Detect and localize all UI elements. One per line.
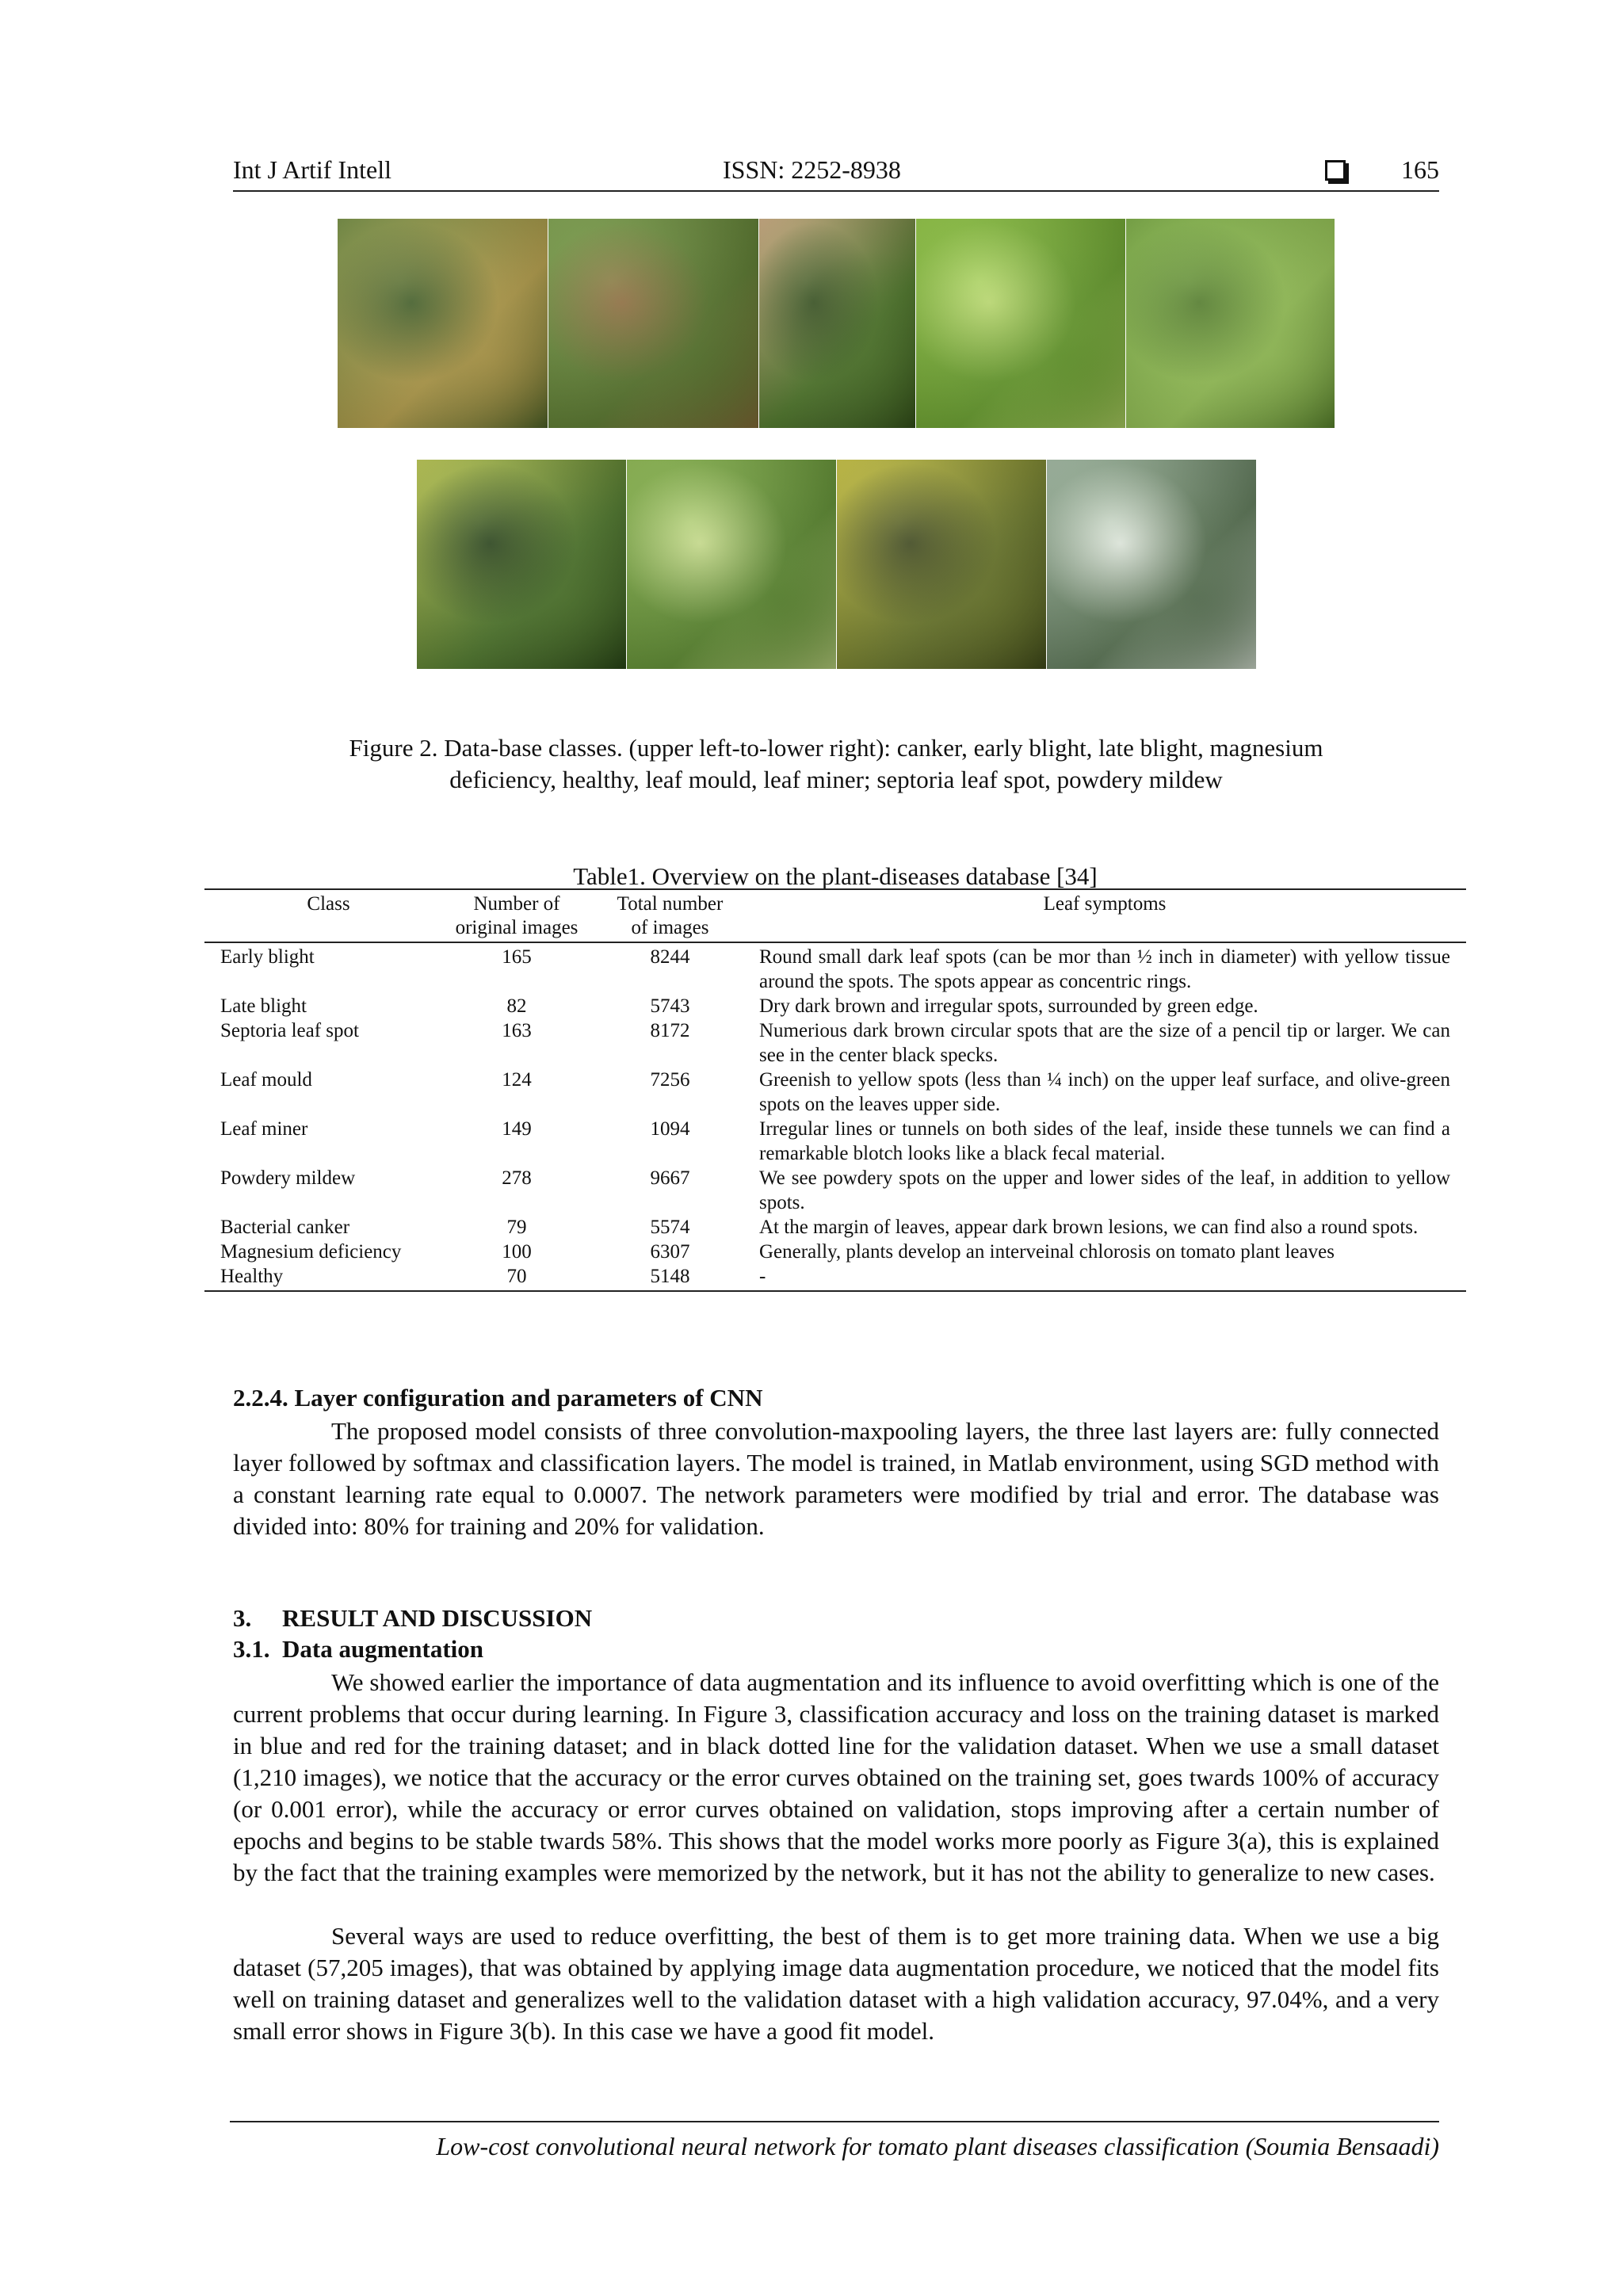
page-header [233,155,1439,192]
row-original-cell: 82 [506,995,527,1017]
figure-caption-line-1: Figure 2. Data-base classes. (upper left-to-lower right): canker, early blight, late blight, magnesium [349,734,1323,762]
figure-caption-line-2: deficiency, healthy, leaf mould, leaf miner; septoria leaf spot, powdery mildew [449,766,1223,793]
row-original-cell: 79 [506,1217,527,1238]
septoria-leaf-spot-leaf-image [837,460,1046,669]
table-row [204,1018,1466,1068]
row-class-cell: Bacterial canker [220,1217,350,1238]
header-original-line-2: original images [455,917,579,938]
row-class-cell: Early blight [220,946,315,968]
header-original-line-1: Number of [473,893,560,915]
header-total-line-1: Total number [617,893,724,915]
table-row [204,1068,1466,1117]
section-3-paragraph-2: Several ways are used to reduce overfitting, the best of them is to get more training data. When we use a big dataset (57,205 images), that was obtained by applying image data augmentation procedure, we noticed that the model fits well on training dataset and generalizes well to the validation dataset with a high validation accuracy, 97.04%, and a very small error shows in Figure 3(b). In this case we have a good fit model. [233,1922,1439,2045]
table-body [204,943,1466,1290]
table-header [204,890,1466,943]
section-heading-224: 2.2.4. Layer configuration and parameters of CNN [233,1384,763,1412]
row-symptoms-cell: Round small dark leaf spots (can be mor than ½ inch in diameter) with yellow tissue around the spots. The spots appear as concentric rings. [759,946,1450,992]
table-caption: Table1. Overview on the plant-diseases database [34] [573,862,1098,890]
row-class-cell: Powdery mildew [220,1167,356,1189]
row-symptoms-cell: Greenish to yellow spots (less than ¼ inch) on the upper leaf surface, and olive-green spots on the leaves upper side. [759,1069,1450,1115]
row-class-cell: Septoria leaf spot [220,1020,359,1041]
row-original-cell: 165 [502,946,532,968]
row-symptoms-cell: Numerious dark brown circular spots that are the size of a pencil tip or larger. We can see in the center black specks. [759,1020,1450,1066]
row-original-cell: 149 [502,1118,532,1140]
table-row [204,1264,1466,1289]
row-symptoms-cell: - [759,1266,766,1287]
row-class-cell: Leaf mould [220,1069,312,1091]
table-row [204,1215,1466,1240]
row-symptoms-cell: Dry dark brown and irregular spots, surrounded by green edge. [759,995,1258,1017]
row-total-cell: 6307 [650,1241,690,1263]
figure-caption [233,732,1439,796]
early-blight-leaf-image [548,219,758,428]
row-total-cell: 8244 [650,946,690,968]
row-total-cell: 5148 [650,1266,690,1287]
row-original-cell: 124 [502,1069,532,1091]
table-row [204,945,1466,994]
row-class-cell: Healthy [220,1266,284,1287]
table-row [204,1117,1466,1166]
header-leaf-symptoms: Leaf symptoms [1043,893,1167,915]
row-original-cell: 100 [502,1241,532,1263]
row-original-cell: 163 [502,1020,532,1041]
row-total-cell: 9667 [650,1167,690,1189]
row-total-cell: 8172 [650,1020,690,1041]
leaf-miner-leaf-image [627,460,836,669]
page-footer: Low-cost convolutional neural network for tomato plant diseases classification (Soumia Bensaadi) [230,2121,1439,2161]
row-symptoms-cell: Generally, plants develop an interveinal chlorosis on tomato plant leaves [759,1241,1335,1263]
row-original-cell: 278 [502,1167,532,1189]
row-symptoms-cell: We see powdery spots on the upper and lower sides of the leaf, in addition to yellow spots. [759,1167,1450,1213]
header-total-images [581,890,759,942]
square-box-icon [1325,160,1346,181]
header-original-images [453,890,581,942]
table-row [204,994,1466,1018]
subsection-heading-31: 3.1. Data augmentation [233,1635,484,1663]
row-total-cell: 5743 [650,995,690,1017]
row-total-cell: 5574 [650,1217,690,1238]
table-row [204,1166,1466,1215]
canker-leaf-image [338,219,548,428]
row-symptoms-cell: Irregular lines or tunnels on both sides of the leaf, inside these tunnels we can find a remarkable blotch looks like a black fecal material. [759,1118,1450,1164]
header-total-line-2: of images [631,917,709,938]
row-symptoms-cell: At the margin of leaves, appear dark brown lesions, we can find also a round spots. [759,1217,1419,1238]
late-blight-leaf-image [759,219,915,428]
healthy-leaf-image [1126,219,1335,428]
powdery-mildew-leaf-image [1047,460,1256,669]
leaf-mould-leaf-image [417,460,626,669]
page-number: 165 [1401,155,1439,184]
row-total-cell: 7256 [650,1069,690,1091]
magnesium-deficiency-leaf-image [916,219,1125,428]
table-row [204,1240,1466,1264]
journal-name: Int J Artif Intell [233,155,391,184]
issn-number: ISSN: 2252-8938 [723,155,901,184]
row-original-cell: 70 [506,1266,527,1287]
row-class-cell: Late blight [220,995,307,1017]
row-class-cell: Leaf miner [220,1118,308,1140]
header-class: Class [307,893,350,915]
diseases-table [204,888,1466,1292]
row-class-cell: Magnesium deficiency [220,1241,402,1263]
row-total-cell: 1094 [650,1118,690,1140]
section-224-paragraph: The proposed model consists of three convolution-maxpooling layers, the three last layers are: fully connected layer followed by softmax and classification layers. The model is trained, in Matlab environment, using SGD method with a constant learning rate equal to 0.0007. The network parameters were modified by trial and error. The database was divided into: 80% for training and 20% for validation. [233,1417,1439,1540]
section-heading-3: 3. RESULT AND DISCUSSION [233,1604,593,1632]
section-3-paragraph-1: We showed earlier the importance of data augmentation and its influence to avoid overfitting which is one of the current problems that occur during learning. In Figure 3, classification accuracy and loss on the training dataset is marked in blue and red for the training dataset; and in black dotted line for the validation dataset. When we use a small dataset (1,210 images), we notice that the accuracy or the error curves obtained on the training set, goes twards 100% of accuracy (or 0.001 error), while the accuracy or error curves obtained on validation, stops improving after a certain number of epochs and begins to be stable twards 58%. This shows that the model works more poorly as Figure 3(a), this is explained by the fact that the training examples were memorized by the network, but it has not the ability to generalize to new cases. [233,1668,1439,1886]
